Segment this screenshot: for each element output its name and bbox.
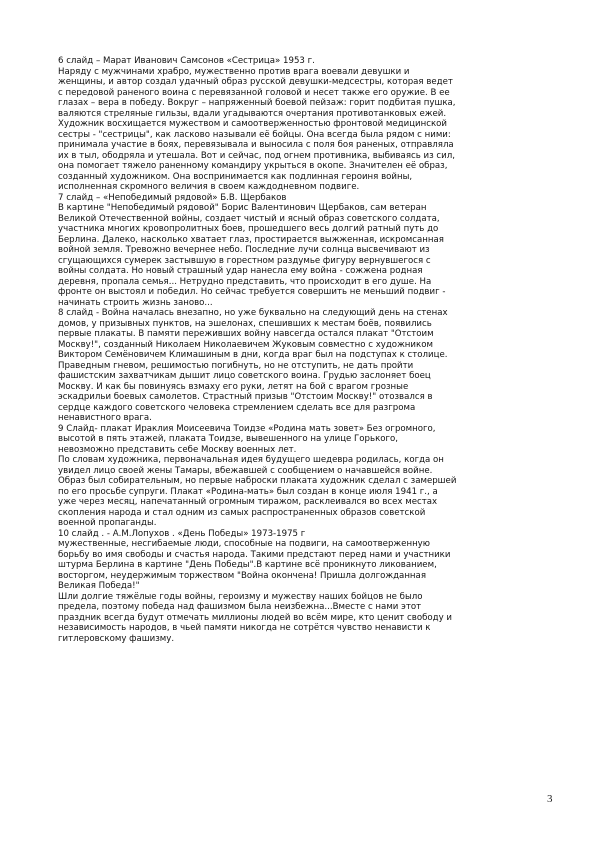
text-line: 8 слайд - Война началась внезапно, но уже буквально на следующий день на стенах	[58, 308, 448, 318]
text-line: Москву!", созданный Николаем Николаевичем Жуковым совместно с художником	[58, 339, 433, 350]
text-line: невозможно представить себе Москву военных лет.	[58, 444, 297, 455]
text-line: уже через месяц, напечатанный огромным тиражом, расклеивался во всех местах	[58, 497, 438, 507]
text-line: фашистским захватчикам дышит лицо советского воина. Грудью заслоняет боец	[58, 371, 431, 381]
text-line: штурма Берлина в картине "День Победы".В картине всё проникнуто ликованием,	[58, 560, 437, 570]
text-line: Художник восхищается мужеством и самоотверженностью фронтовой медицинской	[58, 119, 448, 129]
text-line: гитлеровскому фашизму.	[58, 633, 175, 644]
text-line: она помогает тяжело раненному командиру укрыться в окопе. Значителен её образ,	[58, 161, 448, 171]
text-line: скопления народа и стал одним из самых распространенных образов советской	[58, 507, 426, 518]
text-line: Шли долгие тяжёлые годы войны, героизму и мужеству наших бойцов не было	[58, 591, 423, 602]
text-line: сестры - "сестрицы", как ласково называли её бойцы. Она всегда была рядом с ними:	[58, 129, 451, 140]
text-line: домов, у призывных пунктов, на эшелонах, спешивших к местам боёв, появились	[58, 318, 432, 329]
text-line: Праведным гневом, решимостью погибнуть, но не отступить, не дать пройти	[58, 360, 414, 371]
text-line: эскадрильи боевых самолетов. Страстный призыв "Отстоим Москву!" отозвался в	[58, 392, 433, 402]
document-body	[58, 56, 548, 644]
text-line: военной пропаганды.	[58, 518, 157, 528]
text-line: женщины, и автор создал удачный образ русской девушки-медсестры, которая ведет	[58, 77, 453, 87]
text-line: Наряду с мужчинами храбро, мужественно против врага воевали девушки и	[58, 66, 410, 77]
text-line: исполненная скромного величия в своем каждодневном подвиге.	[58, 182, 360, 192]
text-line: первые плакаты. В памяти переживших войну навсегда остался плакат "Отстоим	[58, 329, 434, 339]
text-line: участника многих кровопролитных боев, прошедшего весь долгий ратный путь до	[58, 224, 439, 234]
text-line: праздник всегда будут отмечать миллионы людей во всём мире, кто ценит свободу и	[58, 612, 452, 623]
text-line: Виктором Семёновичем Климашиным в дни, когда враг был на подступах к столице.	[58, 350, 448, 360]
text-line: 10 слайд . - А.М.Лопухов . «День Победы» 1973-1975 г	[58, 528, 306, 539]
text-line: борьбу во имя свободы и счастья народа. Такими предстают перед нами и участники	[58, 549, 451, 560]
text-line: сгущающихся сумерек застывшую в горестном раздумье фигуру вернувшегося с	[58, 255, 431, 266]
text-line: фронте он выстоял и победил. Но сейчас требуется совершить не меньший подвиг -	[58, 287, 446, 297]
text-line: валяются стреляные гильзы, вдали угадываются очертания противотанковых ежей.	[58, 108, 447, 119]
text-line: 7 слайд – «Непобедимый рядовой» Б.В. Щербаков	[58, 192, 287, 203]
text-line: мужественные, несгибаемые люди, способные на подвиги, на самоотверженную	[58, 539, 431, 549]
text-line: 6 слайд – Марат Иванович Самсонов «Сестрица» 1953 г.	[58, 56, 315, 66]
text-line: с передовой раненого воина с перевязанной головой и несет также его оружие. В ее	[58, 87, 450, 98]
text-line: ненавистного врага.	[58, 413, 152, 423]
text-line: по его просьбе супруги. Плакат «Родина-мать» был создан в конце июля 1941 г., а	[58, 486, 438, 497]
text-line: деревня, пропала семья... Нетрудно представить, что происходит в его душе. На	[58, 276, 432, 287]
text-line: Берлина. Далеко, насколько хватает глаз, простирается выжженная, искромсанная	[58, 234, 444, 245]
text-line: увидел лицо своей жены Тамары, вбежавшей с сообщением о начавшейся войне.	[58, 465, 433, 476]
text-line: сердце каждого советского человека стремлением сделать все для разгрома	[58, 402, 416, 413]
text-line: Великой Отечественной войны, создает чистый и ясный образ советского солдата,	[58, 213, 440, 224]
page-number: 3	[547, 793, 553, 805]
text-line: созданный художником. Она воспринимается как подлинная героиня войны,	[58, 171, 413, 182]
text-line: По словам художника, первоначальная идея будущего шедевра родилась, когда он	[58, 455, 444, 465]
text-line: Великая Победа!"	[58, 581, 140, 591]
text-line: высотой в пять этажей, плаката Тоидзе, вывешенного на улице Горького,	[58, 434, 399, 444]
text-line: войны солдата. Но новый страшный удар нанесла ему война - сожжена родная	[58, 266, 423, 276]
text-line: независимость народов, в чьей памяти никогда не сотрётся чувство ненависти к	[58, 623, 431, 633]
text-line: восторгом, неудержимым торжеством "Война окончена! Пришла долгожданная	[58, 570, 426, 581]
text-line: начинать строить жизнь заново...	[58, 297, 213, 308]
text-line: В картине "Непобедимый рядовой" Борис Валентинович Щербаков, сам ветеран	[58, 203, 427, 213]
text-line: предела, поэтому победа над фашизмом была неизбежна...Вместе с нами этот	[58, 602, 422, 612]
text-line: Москву. И как бы повинуясь взмаху его руки, летят на бой с врагом грозные	[58, 381, 409, 392]
text-line: войной земля. Тревожно вечернее небо. Последние лучи солнца высвечивают из	[58, 245, 430, 255]
text-line: принимала участие в боях, перевязывала и выносила с поля боя раненых, отправляла	[58, 140, 454, 150]
text-line: Образ был собирательным, но первые наброски плаката художник сделал с замершей	[58, 476, 457, 486]
text-line: их в тыл, ободряла и утешала. Вот и сейчас, под огнем противника, выбиваясь из сил,	[58, 150, 455, 161]
text-line: глазах – вера в победу. Вокруг – напряженный боевой пейзаж: горит подбитая пушка,	[58, 98, 456, 108]
text-line: 9 Слайд- плакат Ираклия Моисеевича Тоидзе «Родина мать зовет» Без огромного,	[58, 423, 436, 434]
